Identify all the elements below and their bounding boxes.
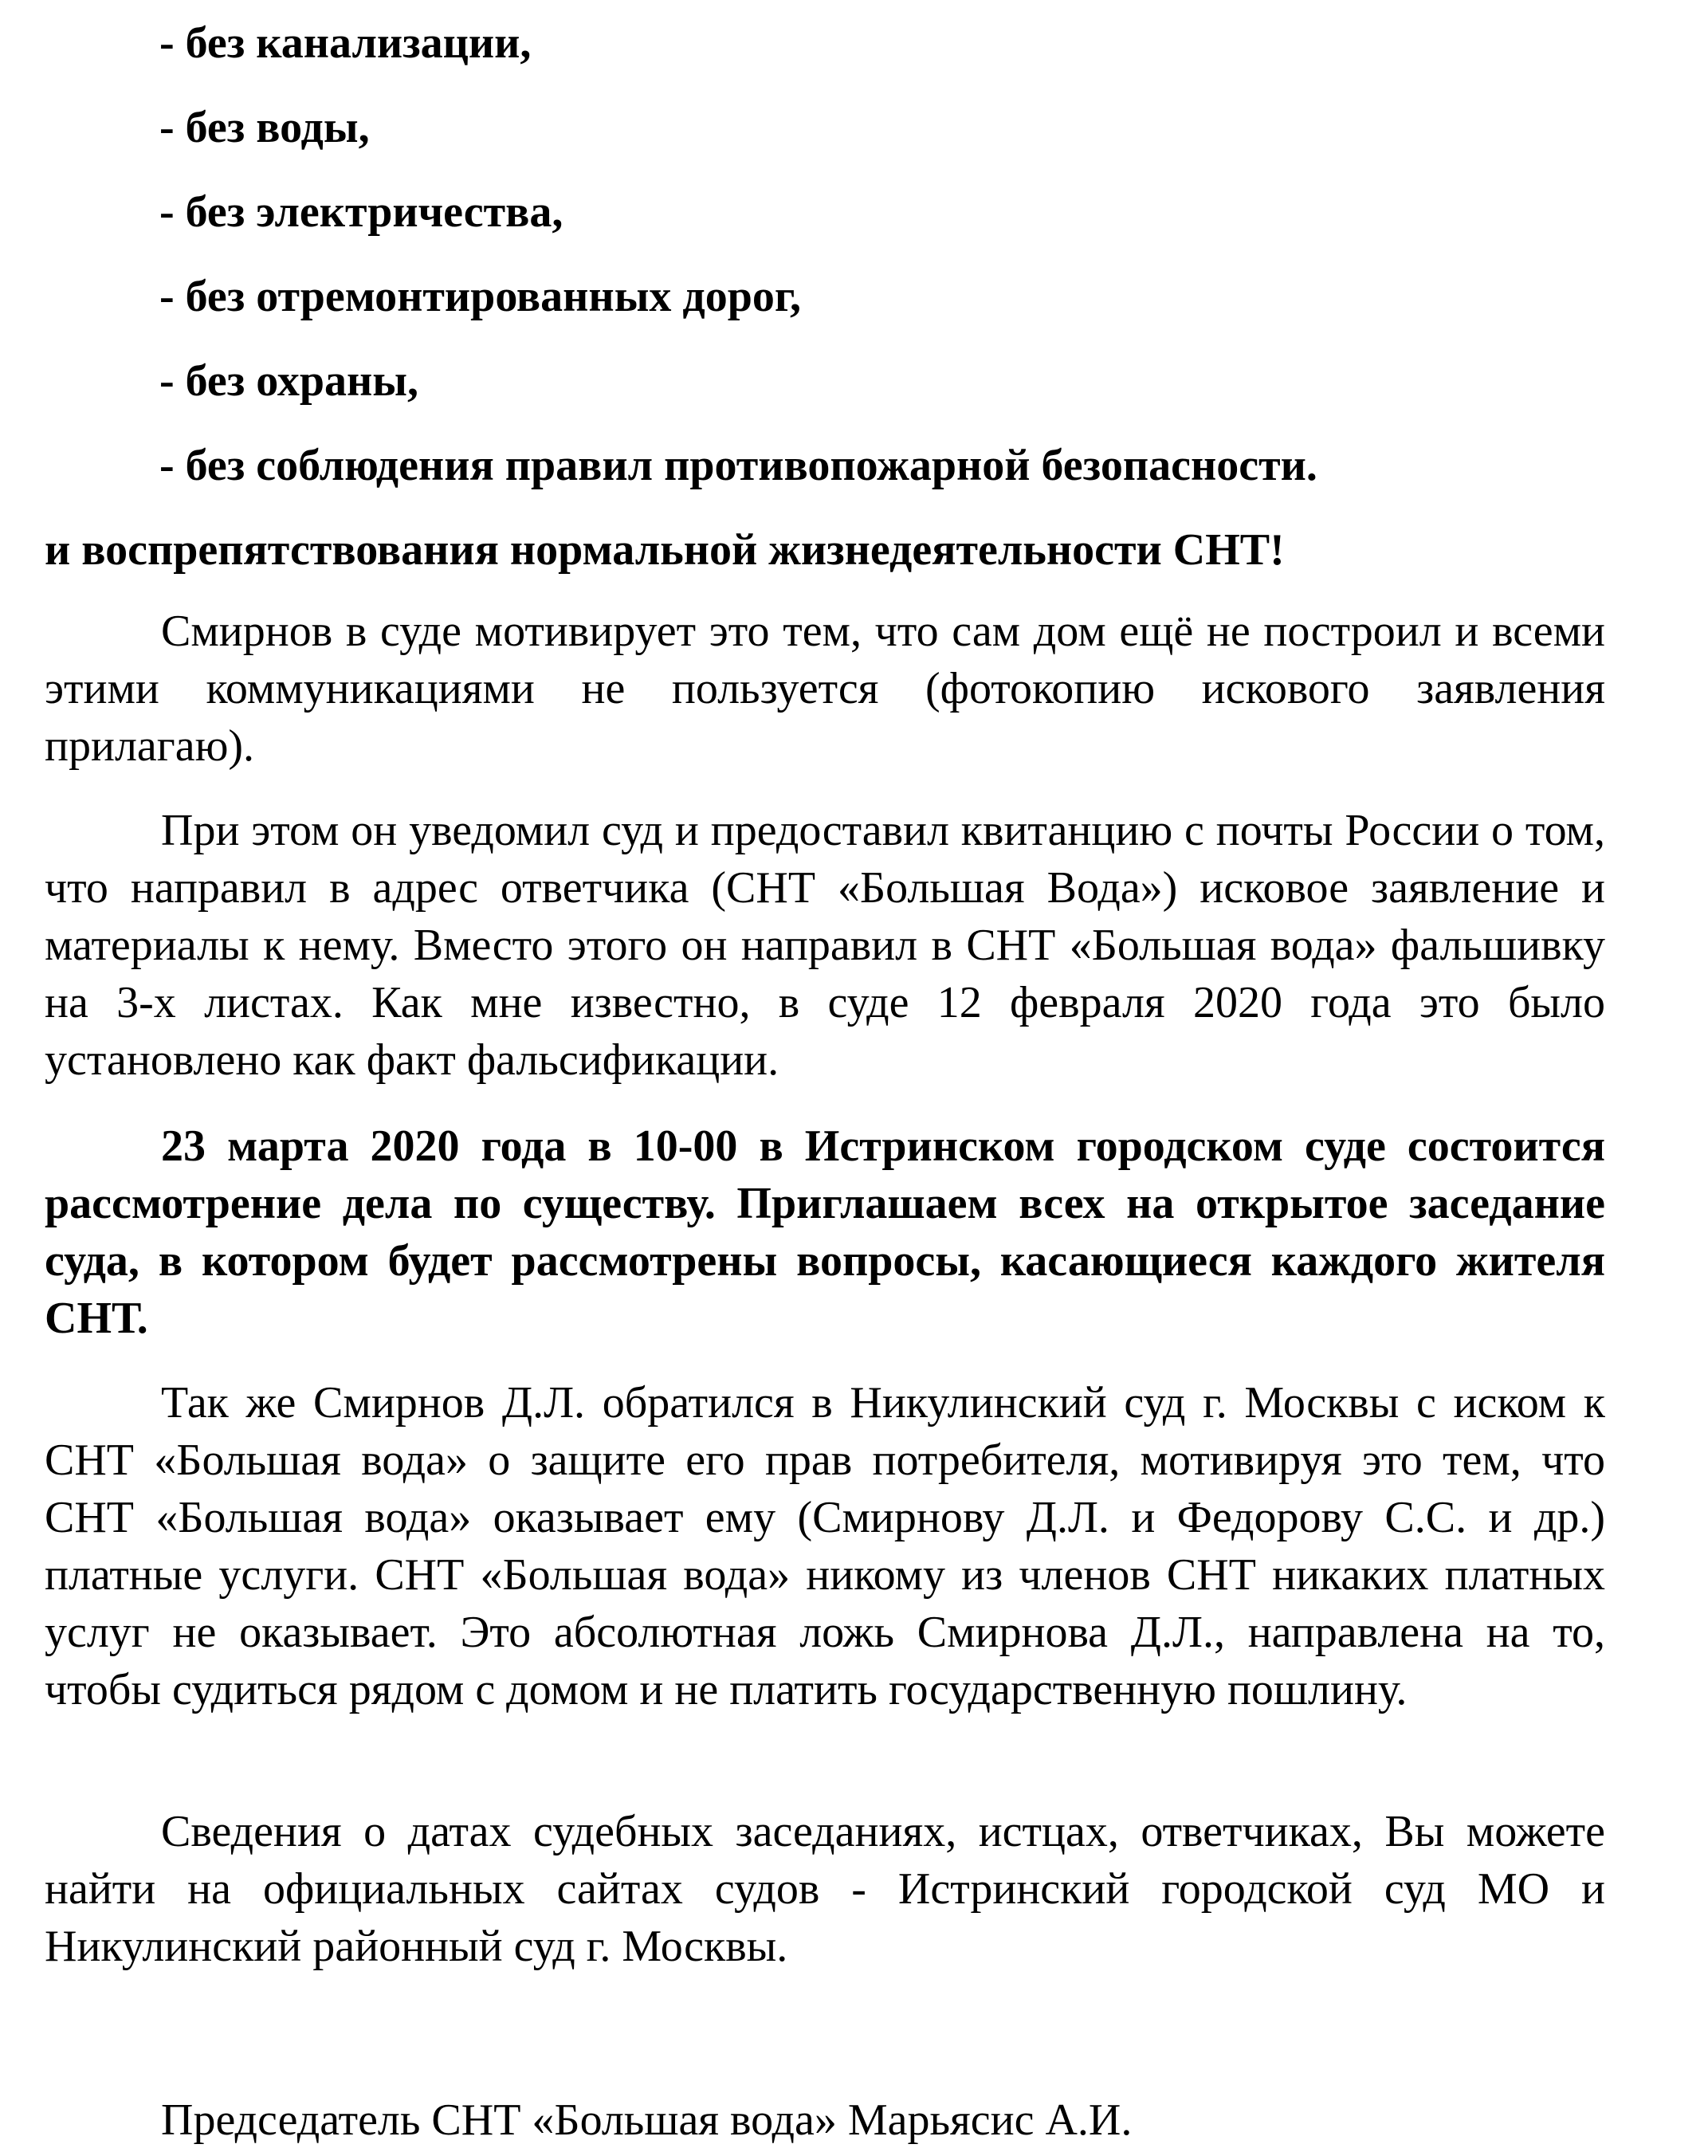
- paragraph-falsification: При этом он уведомил суд и предоставил квитанцию с почты России о том, что направил в адрес ответчика (СНТ «Большая Вода») исковое заявление и материалы к нему. Вместо этого он направил в СНТ «Большая вода» фальшивку на 3-х листах. Как мне известно, в суде 12 февраля 2020 года это было установлено как факт фальсификации.: [45, 806, 1605, 1085]
- bullet-no-security: - без охраны,: [159, 356, 419, 406]
- bullet-no-water: - без воды,: [159, 103, 370, 152]
- paragraph-court-info: Сведения о датах судебных заседаниях, истцах, ответчиках, Вы можете найти на официальных сайтах судов - Истринский городской суд МО и Никулинский районный суд г. Москвы.: [45, 1807, 1605, 1971]
- paragraph-motivation: Смирнов в суде мотивирует это тем, что сам дом ещё не построил и всеми этими коммуникациями не пользуется (фотокопию искового заявления прилагаю).: [45, 607, 1605, 771]
- summary-line: и воспрепятствования нормальной жизнедеятельности СНТ!: [45, 525, 1285, 575]
- bullet-no-fire-safety: - без соблюдения правил противопожарной безопасности.: [159, 441, 1317, 490]
- paragraph-court-hearing: 23 марта 2020 года в 10-00 в Истринском городском суде состоится рассмотрение дела по существу. Приглашаем всех на открытое заседание суда, в котором будет рассмотрены вопросы, касающиеся каждого жителя СНТ.: [45, 1121, 1605, 1343]
- paragraph-nikulinsky-suit: Так же Смирнов Д.Л. обратился в Никулинский суд г. Москвы с иском к СНТ «Большая вода» о защите его прав потребителя, мотивируя это тем, что СНТ «Большая вода» оказывает ему (Смирнову Д.Л. и Федорову С.С. и др.) платные услуги. СНТ «Большая вода» никому из членов СНТ никаких платных услуг не оказывает. Это абсолютная ложь Смирнова Д.Л., направлена на то, чтобы судиться рядом с домом и не платить государственную пошлину.: [45, 1378, 1605, 1714]
- signature: Председатель СНТ «Большая вода» Марьясис А.И.: [161, 2095, 1133, 2145]
- bullet-no-electricity: - без электричества,: [159, 187, 563, 237]
- bullet-no-roads: - без отремонтированных дорог,: [159, 272, 801, 321]
- bullet-no-sewage: - без канализации,: [159, 18, 532, 68]
